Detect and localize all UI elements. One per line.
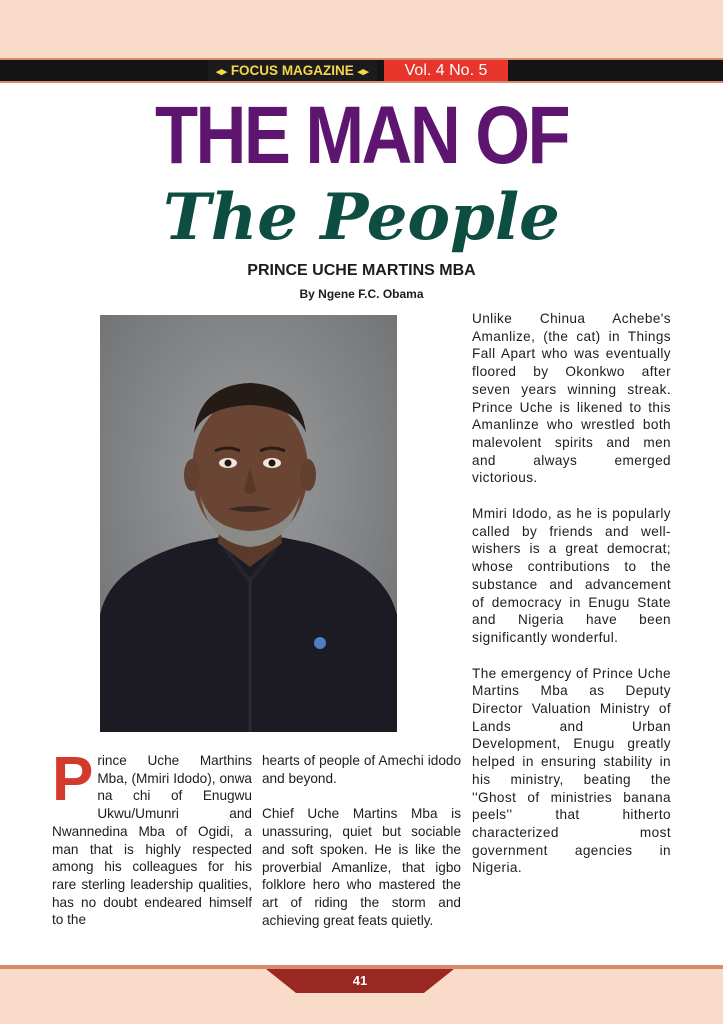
magazine-name-label — [208, 60, 377, 81]
paragraph: Chief Uche Martins Mba is unassuring, quiet but sociable and soft spoken. He is like the proverbial Amanlize, that igbo folklore hero who mastered the art of riding the storm and achieving great feats quietly. — [262, 806, 461, 928]
paragraph: Unlike Chinua Achebe's Amanlize, (the cat) in Things Fall Apart who was eventually floored by Okonkwo after seven years winning streak. Prince Uche is likened to this Amanlinze who wrestled both malevolent spirits and men and always emerged victorious. — [472, 311, 671, 486]
subject-name: PRINCE UCHE MARTINS MBA — [247, 262, 476, 279]
script-subheadline: The People — [163, 180, 560, 255]
volume-badge: Vol. 4 No. 5 — [384, 60, 508, 81]
paragraph: Mmiri Idodo, as he is popularly called by friends and well-wishers is a great democrat; whose contributions to the substance and advancement of democracy in Enugu State and Nigeria have been significantly wonderful. — [472, 506, 671, 645]
portrait-illustration — [100, 315, 397, 732]
paragraph: hearts of people of Amechi idodo and beyond. — [262, 753, 461, 786]
paragraph: The emergency of Prince Uche Martins Mba as Deputy Director Valuation Ministry of Lands and Urban Development, Enugu greatly helped in ensuring stability in his ministry, beating the ''Ghost of ministries banana peels'' that hitherto characterized most government agencies in Nigeria. — [472, 665, 671, 876]
drop-cap: P — [52, 745, 94, 814]
article-middle-column — [262, 752, 461, 947]
portrait-photo — [100, 315, 397, 732]
article-left-column — [52, 745, 252, 929]
headline: THE MAN OF — [155, 90, 568, 181]
arrows-left-icon: ◂▸ — [216, 66, 228, 78]
magazine-name: FOCUS MAGAZINE — [230, 63, 354, 78]
page-number: 41 — [352, 973, 368, 988]
byline: By Ngene F.C. Obama — [299, 287, 424, 301]
arrows-right-icon: ◂▸ — [357, 66, 369, 78]
article-right-column — [472, 310, 671, 895]
top-band — [0, 0, 723, 58]
paragraph: rince Uche Marthins Mba, (Mmiri Idodo), onwa na chi of Enugwu Ukwu/Umunri and Nwannedina Mba of Ogidi, a man that is highly respected among his colleagues for his rare sterling leadership qualities, has no doubt endeared himself to the — [52, 753, 252, 928]
